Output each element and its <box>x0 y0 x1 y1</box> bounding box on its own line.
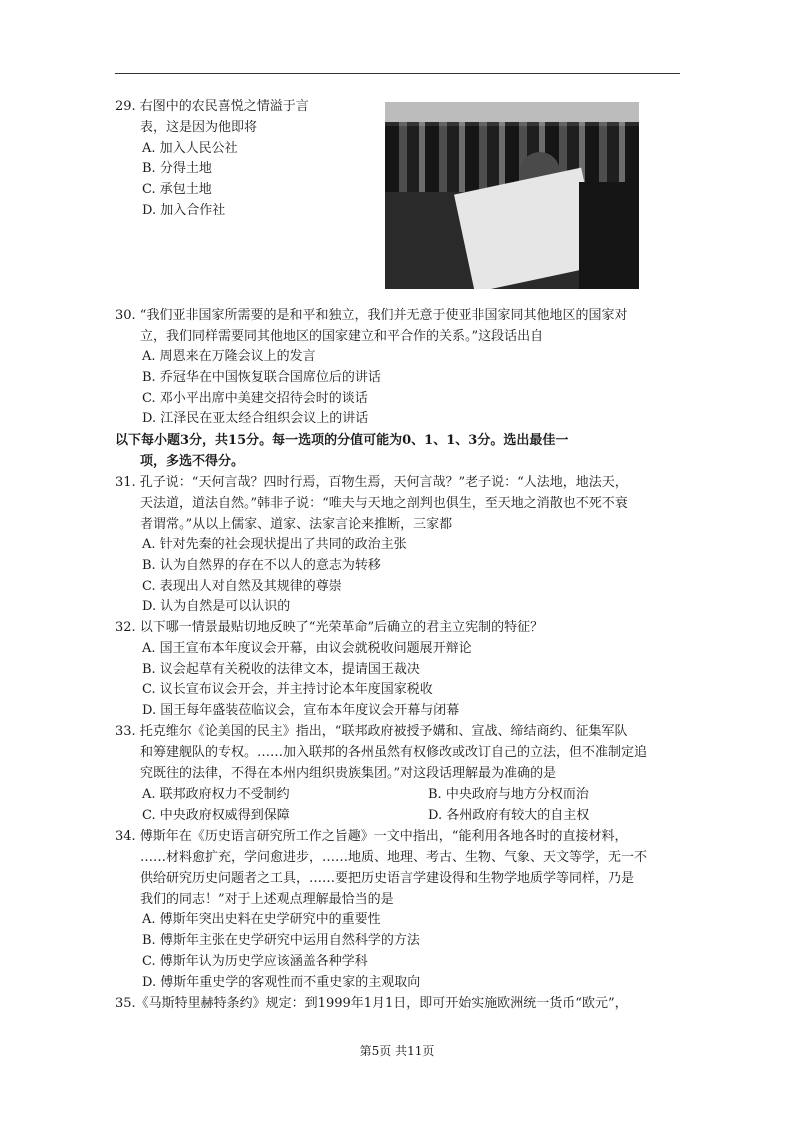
q29-stem: 29. 右图中的农民喜悦之情溢于言 <box>115 99 309 114</box>
q31-stem-cont2: 者谓常。”从以上儒家、道家、法家言论来推断，三家都 <box>140 517 453 532</box>
q32-option-a: A. 国王宣布本年度议会开幕，由议会就税收问题展开辩论 <box>142 641 472 656</box>
q34-stem: 34. 傅斯年在《历史语言研究所工作之旨趣》一文中指出，“能利用各地各时的直接材料， <box>115 829 628 844</box>
q31-option-c: C. 表现出人对自然及其规律的尊崇 <box>142 579 342 594</box>
q30-option-b: B. 乔冠华在中国恢复联合国席位后的讲话 <box>142 370 381 385</box>
q32-option-d: D. 国王每年盛装莅临议会，宣布本年度议会开幕与闭幕 <box>142 703 460 718</box>
q31-stem: 31. 孔子说：“天何言哉？四时行焉，百物生焉，天何言哉？”老子说：“人法地，地法天， <box>115 475 628 490</box>
q29-option-b: B. 分得土地 <box>142 161 212 176</box>
q31-option-d: D. 认为自然是可以认识的 <box>142 599 291 614</box>
q34-option-d: D. 傅斯年重史学的客观性而不重史家的主观取向 <box>142 975 421 990</box>
q30-stem-cont: 立，我们同样需要同其他地区的国家建立和平合作的关系。”这段话出自 <box>140 329 544 344</box>
q31-option-a: A. 针对先秦的社会现状提出了共同的政治主张 <box>142 537 407 552</box>
q32-stem: 32. 以下哪一情景最贴切地反映了“光荣革命”后确立的君主立宪制的特征？ <box>115 620 544 635</box>
q34-stem-cont: ……材料愈扩充，学问愈进步，……地质、地理、考古、生物、气象、天文等学，无一不 <box>140 850 648 865</box>
q34-option-b: B. 傅斯年主张在史学研究中运用自然科学的方法 <box>142 933 420 948</box>
q30-stem: 30. “我们亚非国家所需要的是和平和独立，我们并无意于使亚非国家同其他地区的国家对 <box>115 308 628 323</box>
q34-stem-cont2: 供给研究历史问题者之工具，……要把历史语言学建设得和生物学地质学等同样，乃是 <box>140 871 635 886</box>
q33-option-a: A. 联邦政府权力不受制约 <box>142 787 290 802</box>
header-rule <box>115 73 680 74</box>
q29-option-a: A. 加入人民公社 <box>142 141 238 156</box>
q29-stem-cont: 表，这是因为他即将 <box>140 120 258 135</box>
q34-stem-cont3: 我们的同志！”对于上述观点理解最恰当的是 <box>140 892 394 907</box>
q29-option-d: D. 加入合作社 <box>142 203 226 218</box>
q32-option-b: B. 议会起草有关税收的法律文本，提请国王裁决 <box>142 662 420 677</box>
q33-stem-cont2: 究既往的法律，不得在本州内组织贵族集团。”对这段话理解最为准确的是 <box>140 766 557 781</box>
q30-option-c: C. 邓小平出席中美建交招待会时的谈话 <box>142 391 368 406</box>
q33-option-c: C. 中央政府权威得到保障 <box>142 808 290 823</box>
q30-option-d: D. 江泽民在亚太经合组织会议上的讲话 <box>142 411 369 426</box>
q33-option-d: D. 各州政府有较大的自主权 <box>428 808 590 823</box>
q31-option-b: B. 认为自然界的存在不以人的意志为转移 <box>142 558 381 573</box>
q33-stem: 33. 托克维尔《论美国的民主》指出，“联邦政府被授予媾和、宣战、缔结商约、征集军队 <box>115 724 628 739</box>
q35-stem: 35.《马斯特里赫特条约》规定：到1999年1月1日，即可开始实施欧洲统一货币“欧元”， <box>115 996 628 1011</box>
q32-option-c: C. 议长宣布议会开会，并主持讨论本年度国家税收 <box>142 682 433 697</box>
q33-stem-cont: 和筹建舰队的专权。……加入联邦的各州虽然有权修改或改订自己的立法，但不准制定追 <box>140 745 648 760</box>
q34-option-c: C. 傅斯年认为历史学应该涵盖各种学科 <box>142 954 368 969</box>
instructions: 以下每小题3分，共15分。每一选项的分值可能为0、1、1、3分。选出最佳一 <box>115 433 569 448</box>
q30-option-a: A. 周恩来在万隆会议上的发言 <box>142 349 316 364</box>
q29-photo-farmers <box>385 102 639 289</box>
q29-option-c: C. 承包土地 <box>142 182 212 197</box>
q31-stem-cont: 天法道，道法自然。”韩非子说：“唯夫与天地之剖判也俱生，至天地之消散也不死不衰 <box>140 496 628 511</box>
q34-option-a: A. 傅斯年突出史料在史学研究中的重要性 <box>142 912 381 927</box>
q33-option-b: B. 中央政府与地方分权而治 <box>428 787 589 802</box>
page-number: 第5页 共11页 <box>359 1044 435 1058</box>
instructions-cont: 项，多选不得分。 <box>140 454 245 469</box>
